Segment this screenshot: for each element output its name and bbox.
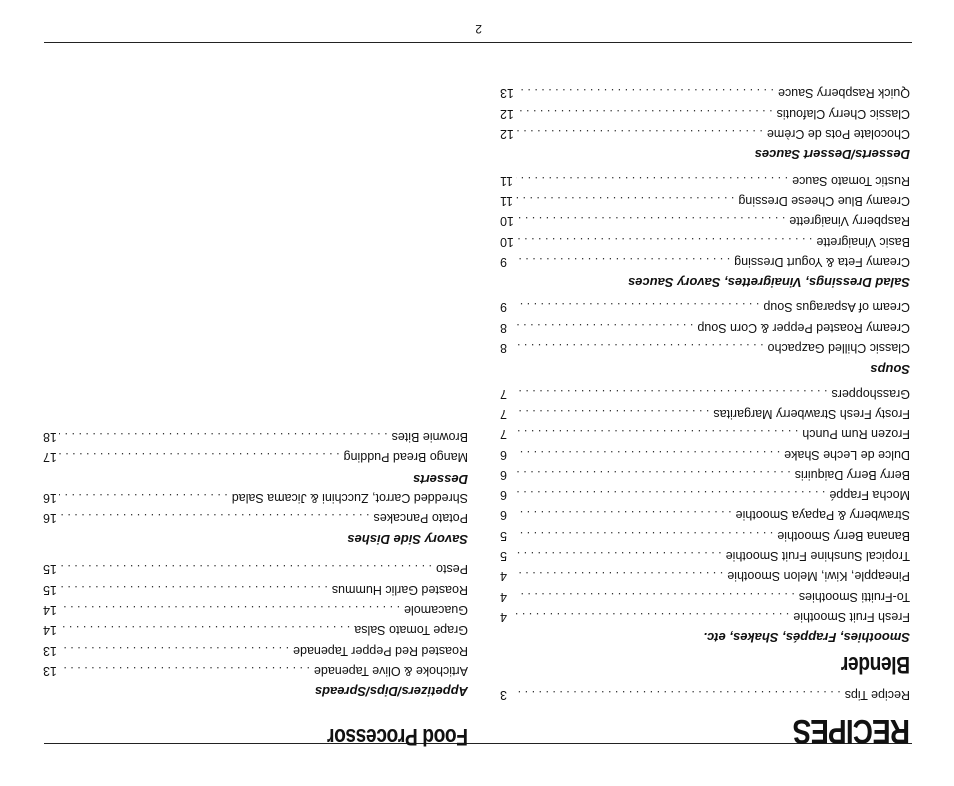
dot-leader bbox=[516, 569, 723, 583]
dot-leader bbox=[516, 300, 759, 314]
recipe-name: Quick Raspberry Sauce bbox=[777, 86, 910, 101]
dot-leader bbox=[516, 86, 774, 100]
toc-entry bbox=[500, 488, 910, 502]
recipe-name: Grape Tomato Salsa bbox=[354, 623, 468, 638]
page-ref: 15 bbox=[43, 562, 57, 577]
dot-leader bbox=[59, 450, 340, 464]
toc-entry bbox=[43, 511, 468, 525]
page-ref: 6 bbox=[500, 447, 507, 462]
page-ref: 10 bbox=[500, 214, 514, 229]
dot-leader bbox=[59, 563, 432, 577]
category-heading: Smoothies, Frappés, Shakes, etc. bbox=[703, 630, 910, 645]
recipe-name: Tropical Sunshine Fruit Smoothie bbox=[725, 549, 910, 564]
toc-entry bbox=[43, 563, 468, 577]
toc-entry bbox=[43, 430, 468, 444]
toc-entry bbox=[43, 583, 468, 597]
page-ref: 13 bbox=[500, 86, 514, 101]
recipe-name: Cream of Asparagus Soup bbox=[763, 300, 910, 315]
recipe-name: Dulce de Leche Shake bbox=[784, 447, 910, 462]
dot-leader bbox=[516, 688, 841, 702]
toc-entry bbox=[43, 491, 468, 505]
dot-leader bbox=[59, 623, 350, 637]
recipe-name: Shredded Carrot, Zucchini & Jicama Salad bbox=[231, 490, 468, 505]
dot-leader bbox=[516, 387, 827, 401]
page-ref: 14 bbox=[43, 623, 57, 638]
category-heading: Salad Dressings, Vinaigrettes, Savory Sauces bbox=[627, 275, 910, 290]
toc-entry bbox=[43, 664, 468, 678]
recipe-name: Roasted Red Pepper Tapenade bbox=[293, 643, 468, 658]
toc-entry bbox=[500, 321, 910, 335]
dot-leader bbox=[516, 590, 795, 604]
dot-leader bbox=[59, 511, 369, 525]
page-ref: 12 bbox=[500, 106, 514, 121]
dot-leader bbox=[516, 214, 785, 228]
toc-entry bbox=[500, 468, 910, 482]
page-ref: 15 bbox=[43, 582, 57, 597]
recipe-name: Banana Berry Smoothie bbox=[777, 528, 910, 543]
page-ref: 6 bbox=[500, 508, 507, 523]
toc-entry bbox=[43, 450, 468, 464]
toc-entry bbox=[500, 107, 910, 121]
toc-entry bbox=[500, 86, 910, 100]
toc-entry bbox=[500, 610, 910, 624]
dot-leader bbox=[516, 107, 773, 121]
page-ref: 14 bbox=[43, 603, 57, 618]
page-ref: 16 bbox=[43, 511, 57, 525]
recipe-name: Raspberry Vinaigrette bbox=[789, 214, 910, 229]
recipe-name: Mango Bread Pudding bbox=[343, 450, 468, 464]
toc-entry bbox=[500, 448, 910, 462]
recipe-name: Pineapple, Kiwi, Melon Smoothie bbox=[727, 569, 910, 584]
page-ref: 8 bbox=[500, 320, 507, 335]
category-heading: Appetizers/Dips/Spreads bbox=[314, 684, 468, 699]
dot-leader bbox=[59, 491, 228, 505]
dot-leader bbox=[516, 407, 709, 421]
toc-entry bbox=[43, 603, 468, 617]
dot-leader bbox=[516, 448, 780, 462]
page-ref: 6 bbox=[500, 488, 507, 503]
recipe-name: Rustic Tomato Sauce bbox=[792, 173, 910, 188]
recipe-name: To-Fruitti Smoothies bbox=[798, 589, 910, 604]
dot-leader bbox=[516, 488, 825, 502]
recipe-name: Brownie Bites bbox=[391, 429, 468, 444]
bottom-rule bbox=[44, 42, 912, 43]
category-heading: Savory Side Dishes bbox=[347, 532, 468, 547]
toc-entry bbox=[500, 255, 910, 269]
toc-entry bbox=[500, 194, 910, 208]
recipe-name: Fresh Fruit Smoothie bbox=[793, 610, 910, 624]
toc-entry bbox=[500, 688, 910, 702]
recipe-name: Pesto bbox=[436, 562, 468, 577]
page-ref: 4 bbox=[500, 589, 507, 604]
page-ref: 12 bbox=[500, 127, 514, 141]
page-ref: 16 bbox=[43, 490, 57, 505]
page-ref: 11 bbox=[500, 173, 513, 188]
recipe-name: Roasted Garlic Hummus bbox=[331, 582, 468, 597]
dot-leader bbox=[516, 468, 791, 482]
toc-entry bbox=[43, 644, 468, 658]
dot-leader bbox=[516, 529, 773, 543]
category-heading: Desserts/Dessert Sauces bbox=[754, 147, 910, 162]
toc-entry bbox=[500, 235, 910, 249]
dot-leader bbox=[516, 174, 788, 188]
recipe-name: Chocolate Pots de Crème bbox=[766, 127, 910, 141]
toc-entry bbox=[500, 407, 910, 421]
dot-leader bbox=[516, 235, 812, 249]
dot-leader bbox=[516, 509, 732, 523]
recipe-name: Recipe Tips bbox=[844, 688, 910, 702]
dot-leader bbox=[516, 321, 693, 335]
toc-entry bbox=[500, 569, 910, 583]
dot-leader bbox=[59, 644, 289, 658]
recipe-name: Mocha Frappé bbox=[829, 488, 910, 503]
page-ref: 11 bbox=[500, 194, 513, 209]
toc-entry bbox=[500, 427, 910, 441]
recipe-name: Classic Chilled Gazpacho bbox=[767, 341, 910, 355]
category-heading: Soups bbox=[870, 362, 910, 377]
recipe-name: Frosty Fresh Strawberry Margaritas bbox=[713, 407, 910, 421]
dot-leader bbox=[59, 430, 388, 444]
toc-entry bbox=[43, 623, 468, 637]
section-heading-blender: Blender bbox=[841, 651, 910, 678]
dot-leader bbox=[59, 603, 400, 617]
top-rule bbox=[44, 743, 912, 744]
section-heading-food-processor: Food Processor bbox=[327, 723, 468, 750]
dot-leader bbox=[516, 255, 730, 269]
recipe-name: Creamy Blue Cheese Dressing bbox=[738, 194, 910, 209]
page-ref: 9 bbox=[500, 300, 507, 315]
dot-leader bbox=[516, 549, 722, 563]
toc-entry bbox=[500, 509, 910, 523]
page-ref: 5 bbox=[500, 549, 507, 564]
recipe-name: Frozen Rum Punch bbox=[802, 427, 910, 442]
page-ref: 4 bbox=[500, 610, 507, 624]
toc-entry bbox=[500, 387, 910, 401]
page-ref: 13 bbox=[43, 664, 57, 678]
dot-leader bbox=[516, 610, 789, 624]
page-ref: 5 bbox=[500, 528, 507, 543]
dot-leader bbox=[516, 127, 763, 141]
recipe-name: Berry Berry Daiquiris bbox=[794, 467, 910, 482]
dot-leader bbox=[516, 427, 798, 441]
toc-entry bbox=[500, 549, 910, 563]
dot-leader bbox=[59, 583, 328, 597]
page-ref: 10 bbox=[500, 234, 514, 249]
recipes-title: RECIPES bbox=[793, 712, 910, 750]
toc-entry bbox=[500, 127, 910, 141]
recipe-name: Potato Pancakes bbox=[373, 511, 468, 525]
page-ref: 9 bbox=[500, 255, 507, 269]
recipe-name: Classic Cherry Clafoutis bbox=[776, 106, 910, 121]
toc-entry bbox=[500, 529, 910, 543]
recipe-name: Basic Vinaigrette bbox=[816, 234, 910, 249]
page-ref: 4 bbox=[500, 569, 507, 584]
recipe-name: Grasshoppers bbox=[831, 386, 910, 401]
page-ref: 8 bbox=[500, 341, 507, 355]
toc-entry bbox=[500, 590, 910, 604]
recipe-name: Creamy Feta & Yogurt Dressing bbox=[734, 255, 910, 269]
dot-leader bbox=[59, 664, 310, 678]
page-ref: 18 bbox=[43, 429, 57, 444]
toc-entry bbox=[500, 341, 910, 355]
toc-entry bbox=[500, 214, 910, 228]
toc-entry bbox=[500, 300, 910, 314]
page-ref: 7 bbox=[500, 427, 507, 442]
page-ref: 13 bbox=[43, 643, 57, 658]
toc-entry bbox=[500, 174, 910, 188]
page-ref: 6 bbox=[500, 467, 507, 482]
dot-leader bbox=[516, 341, 764, 355]
page-ref: 7 bbox=[500, 407, 507, 421]
recipe-name: Guacamole bbox=[404, 603, 468, 618]
page-ref: 7 bbox=[500, 386, 507, 401]
recipe-name: Strawberry & Papaya Smoothie bbox=[735, 508, 910, 523]
recipe-name: Artichoke & Olive Tapenade bbox=[313, 664, 468, 678]
page-ref: 17 bbox=[43, 450, 57, 464]
category-heading: Desserts bbox=[413, 472, 468, 487]
page-number: 2 bbox=[475, 22, 482, 36]
page-ref: 3 bbox=[500, 688, 507, 702]
recipe-name: Creamy Roasted Pepper & Corn Soup bbox=[697, 320, 910, 335]
dot-leader bbox=[516, 194, 734, 208]
